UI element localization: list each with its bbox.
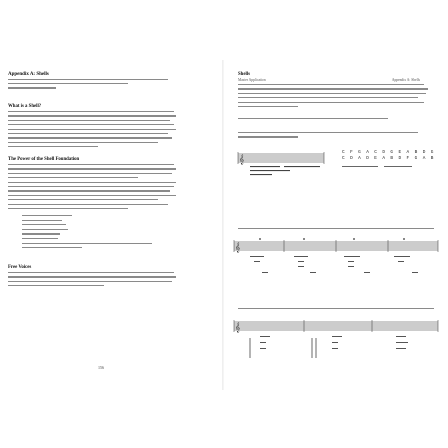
text-line [238, 88, 428, 89]
treble-clef-icon: 𝄞 [239, 155, 245, 165]
text-line [22, 243, 152, 244]
treble-clef-icon: 𝄞 [235, 243, 241, 253]
text-line [8, 146, 98, 147]
text-line [22, 238, 58, 239]
text-line [8, 186, 174, 187]
right-page [224, 0, 448, 448]
page-number: 156 [98, 365, 104, 370]
caption-line [342, 166, 378, 167]
text-line [238, 132, 418, 133]
text-line [238, 106, 298, 107]
text-line [8, 281, 172, 282]
text-line [22, 233, 60, 234]
text-line [8, 204, 168, 205]
text-line [8, 111, 174, 112]
text-line [8, 199, 158, 200]
text-line [8, 182, 176, 183]
notation-example-2 [224, 238, 448, 278]
running-head: Appendix A: Shells [391, 78, 420, 82]
text-line [8, 272, 174, 273]
text-line [8, 142, 158, 143]
text-line [238, 136, 298, 137]
text-line [22, 220, 62, 221]
text-line [238, 84, 424, 85]
chord-row-1: C F G A C D G E A B D G [342, 150, 435, 155]
caption-line [384, 166, 412, 167]
text-line [8, 137, 172, 138]
treble-clef-icon: 𝄞 [235, 323, 241, 333]
text-line [8, 115, 176, 116]
text-line [8, 173, 172, 174]
right-title: Shells [238, 72, 250, 77]
text-line [8, 195, 176, 196]
right-subtitle: Master Application [238, 78, 266, 82]
text-line [8, 168, 176, 169]
text-line [22, 247, 82, 248]
text-line [238, 118, 388, 119]
notation-example-3 [224, 316, 448, 364]
text-line [238, 93, 426, 94]
text-line [238, 228, 434, 229]
text-line [22, 215, 72, 216]
text-line [8, 164, 174, 165]
text-line [8, 133, 168, 134]
text-line [22, 224, 66, 225]
staff-2 [224, 238, 448, 278]
text-line [8, 129, 176, 130]
text-line [8, 79, 168, 80]
text-line [8, 285, 104, 286]
text-line [8, 83, 128, 84]
section-heading-shell-foundation: The Power of the Shell Foundation [8, 157, 80, 162]
text-line [8, 120, 170, 121]
text-line [238, 308, 434, 309]
text-line [238, 102, 424, 103]
section-heading-free-voices: Free Voices [8, 265, 32, 270]
text-line [8, 276, 176, 277]
appendix-title: Appendix A: Shells [8, 72, 49, 77]
text-line [8, 190, 170, 191]
text-line [8, 87, 56, 88]
section-heading-what-is-shell: What is a Shell? [8, 104, 42, 109]
text-line [8, 208, 128, 209]
text-line [22, 229, 68, 230]
chord-row-2: C D A D E A B D F G A B [342, 156, 435, 161]
text-line [8, 177, 138, 178]
notation-example-1 [224, 146, 448, 186]
text-line [238, 97, 418, 98]
text-line [8, 124, 174, 125]
staff-3 [224, 316, 448, 364]
